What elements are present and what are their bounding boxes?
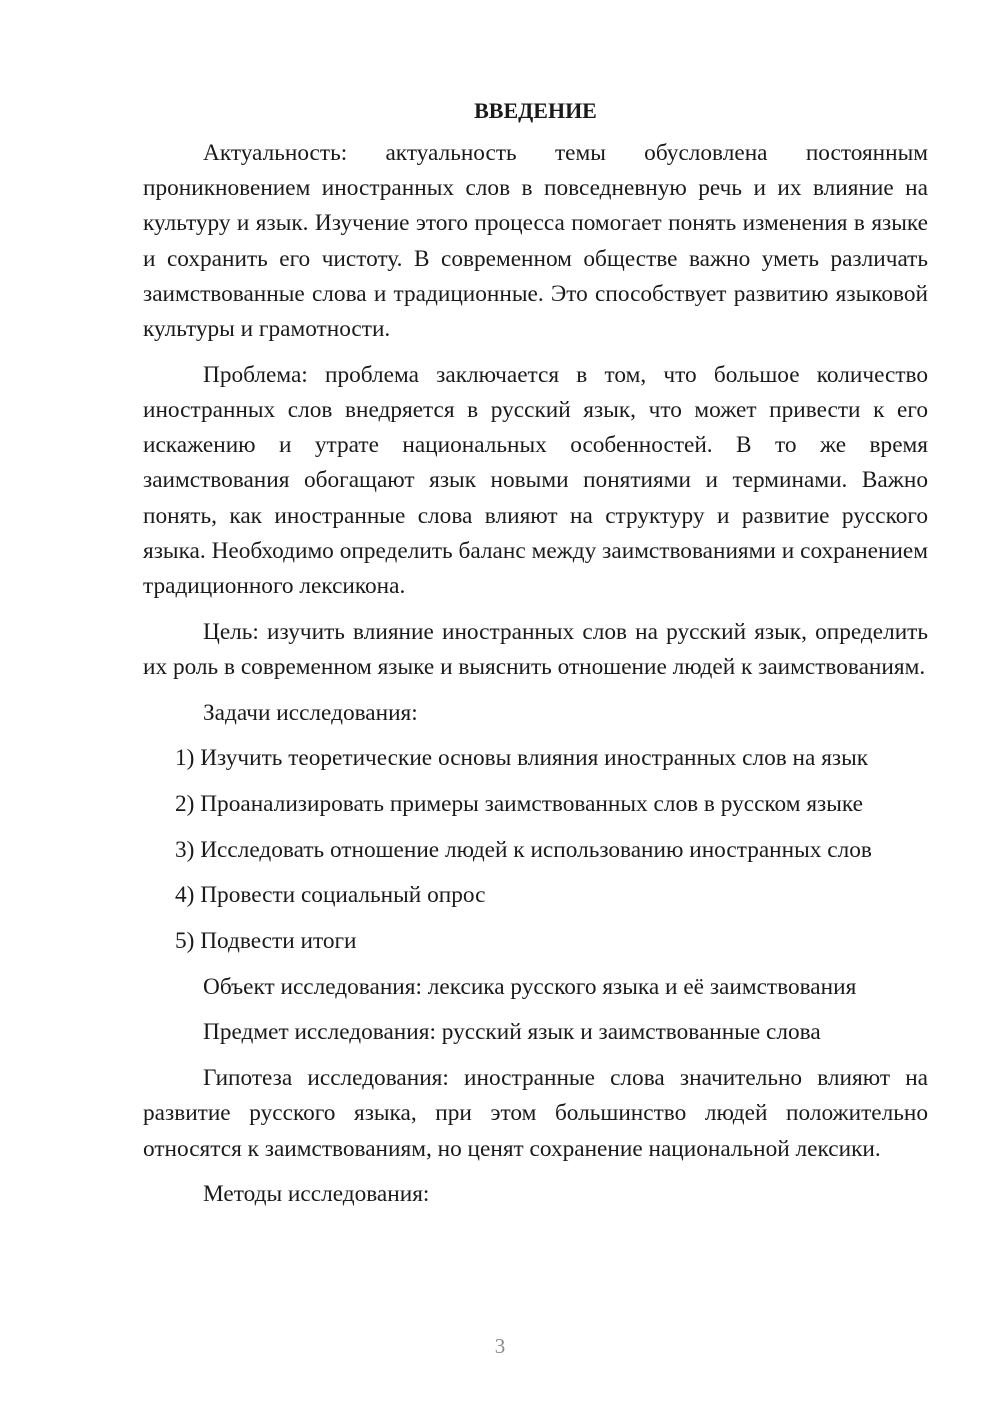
list-item: 4) Провести социальный опрос (175, 882, 486, 909)
goal-paragraph: Цель: изучить влияние иностранных слов на русский язык, определить их роль в современном языке и выяснить отношение людей к заимствованиям. (143, 618, 928, 680)
object-paragraph: Объект исследования: лексика русского языка и её заимствования (203, 973, 857, 1000)
relevance-paragraph: Актуальность: актуальность темы обусловлена постоянным проникновением иностранных слов в повседневную речь и их влияние на культуру и язык. Изучение этого процесса помогает понять изменения в языке и сохранить его чистоту. В современном обществе важно уметь различать заимствованные слова и традиционные. Это способствует развитию языковой культуры и грамотности. (143, 140, 928, 343)
list-item: 2) Проанализировать примеры заимствованных слов в русском языке (175, 790, 863, 817)
tasks-heading: Задачи исследования: (203, 699, 418, 726)
methods-heading: Методы исследования: (203, 1181, 430, 1208)
page-number: 3 (494, 1334, 506, 1358)
page-content (143, 96, 928, 1223)
hypothesis-paragraph: Гипотеза исследования: иностранные слова значительно влияют на развитие русского языка, при этом большинство людей положительно относятся к заимствованиям, но ценят сохранение национальной лексики. (143, 1065, 928, 1162)
tasks-list (143, 741, 928, 959)
subject-paragraph: Предмет исследования: русский язык и заимствованные слова (203, 1019, 821, 1046)
section-title: ВВЕДЕНИЕ (474, 98, 597, 123)
list-item: 1) Изучить теоретические основы влияния иностранных слов на язык (175, 745, 869, 772)
list-item: 3) Исследовать отношение людей к использованию иностранных слов (175, 836, 872, 863)
problem-paragraph: Проблема: проблема заключается в том, что большое количество иностранных слов внедряется в русский язык, что может привести к его искажению и утрате национальных особенностей. В то же время заимствования обогащают язык новыми понятиями и терминами. Важно понять, как иностранные слова влияют на структуру и развитие русского языка. Необходимо определить баланс между заимствованиями и сохранением традиционного лексикона. (143, 361, 928, 599)
list-item: 5) Подвести итоги (175, 928, 357, 955)
